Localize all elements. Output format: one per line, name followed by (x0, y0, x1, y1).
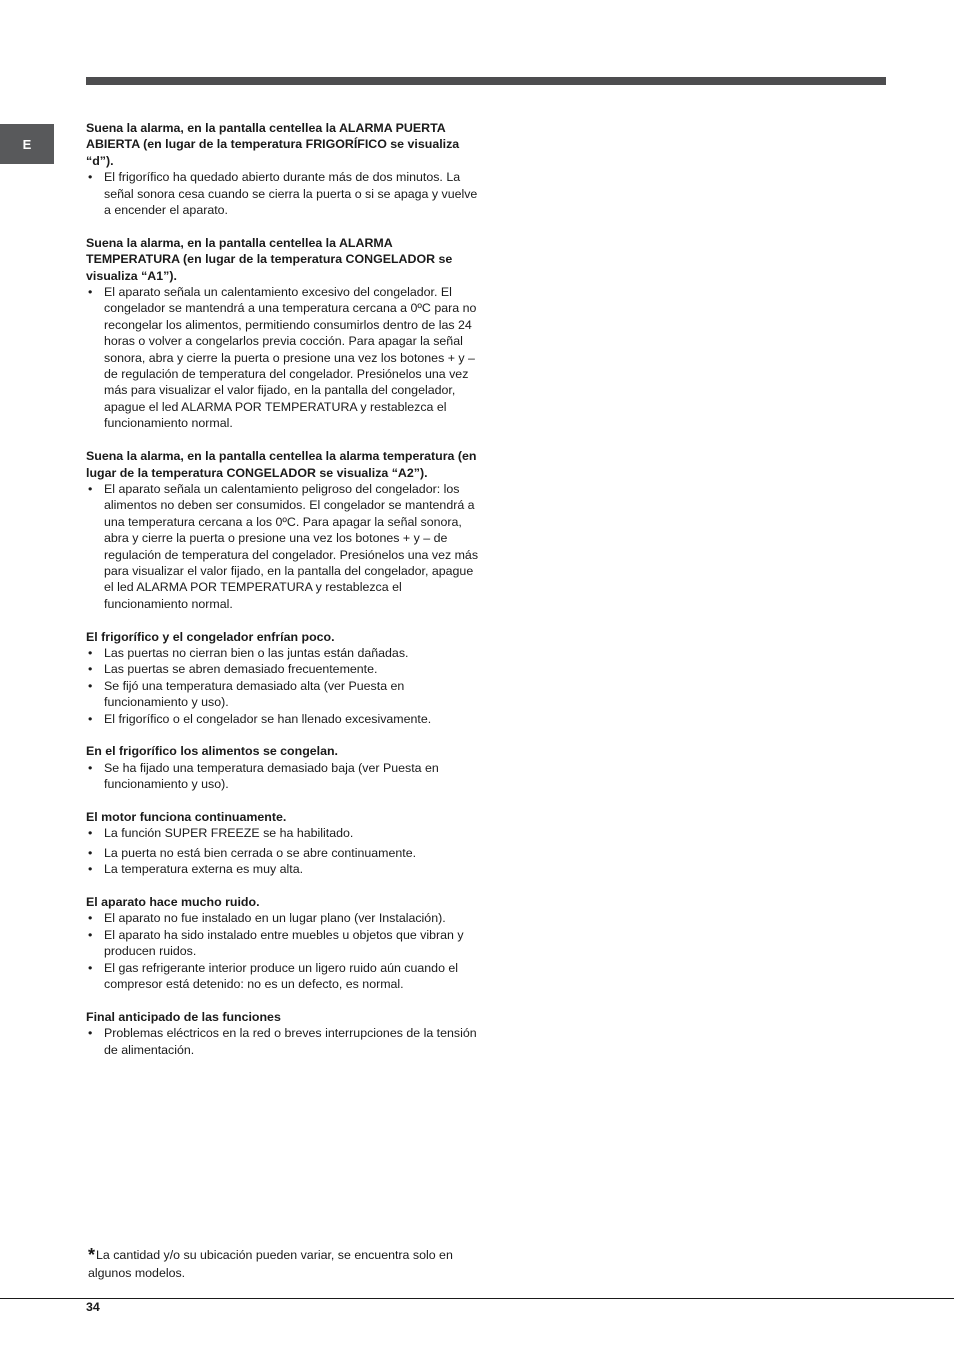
bullet-list (86, 284, 478, 432)
section-alarm-temperature-a1 (86, 235, 478, 432)
footnote-asterisk-icon: * (88, 1245, 96, 1265)
page-number: 34 (86, 1300, 100, 1314)
section-cooling-poor (86, 629, 478, 727)
list-item: • El frigorífico ha quedado abierto durante más de dos minutos. La señal sonora cesa cuando se cierra la puerta o si se apaga y vuelve a encender el aparato. (86, 169, 478, 218)
section-heading: El motor funciona continuamente. (86, 809, 287, 824)
language-tab: E (0, 124, 54, 164)
list-item: • Se fijó una temperatura demasiado alta (ver Puesta en funcionamiento y uso). (86, 678, 478, 711)
section-noise (86, 894, 478, 992)
section-alarm-door-open (86, 120, 478, 218)
section-heading: Final anticipado de las funciones (86, 1009, 281, 1024)
section-alarm-temperature-a2 (86, 448, 478, 612)
bottom-rule (0, 1298, 954, 1299)
footnote (88, 1246, 488, 1282)
top-rule (86, 77, 886, 85)
section-food-freezes (86, 743, 478, 792)
list-item: • Se ha fijado una temperatura demasiado baja (ver Puesta en funcionamiento y uso). (86, 760, 478, 793)
list-item: • La función SUPER FREEZE se ha habilitado. (86, 825, 478, 841)
list-item: • El aparato ha sido instalado entre muebles u objetos que vibran y producen ruidos. (86, 927, 478, 960)
list-item: • La puerta no está bien cerrada o se abre continuamente. (86, 845, 478, 861)
section-early-end (86, 1009, 478, 1058)
section-heading: El frigorífico y el congelador enfrían poco. (86, 629, 335, 644)
list-item: • El aparato señala un calentamiento peligroso del congelador: los alimentos no deben ser consumidos. El congelador se mantendrá a una temperatura cercana a los 0ºC. Para apagar la señal sonora, abra y cierre la puerta o presione una vez los botones + y – de regulación de temperatura del congelador. Presiónelos una vez más para visualizar el valor fijado, en la pantalla del congelador, apague el led ALARMA POR TEMPERATURA y restablezca el funcionamiento normal. (86, 481, 478, 612)
section-heading: En el frigorífico los alimentos se congelan. (86, 744, 338, 759)
troubleshooting-column (86, 120, 478, 1074)
bullet-list (86, 481, 478, 612)
footnote-text: La cantidad y/o su ubicación pueden variar, se encuentra solo en algunos modelos. (88, 1248, 453, 1280)
list-item: • La temperatura externa es muy alta. (86, 861, 478, 877)
section-heading: Suena la alarma, en la pantalla centellea la ALARMA TEMPERATURA (en lugar de la temperatura CONGELADOR se visualiza “A1”). (86, 235, 453, 283)
list-item: • El aparato no fue instalado en un lugar plano (ver Instalación). (86, 910, 478, 926)
section-heading: El aparato hace mucho ruido. (86, 895, 260, 909)
section-motor-continuous (86, 809, 478, 878)
section-heading: Suena la alarma, en la pantalla centellea la ALARMA PUERTA ABIERTA (en lugar de la temperatura FRIGORÍFICO se visualiza “d”). (86, 121, 460, 168)
bullet-list (86, 910, 478, 992)
list-item: • Las puertas no cierran bien o las juntas están dañadas. (86, 645, 478, 661)
list-item: • Problemas eléctricos en la red o breves interrupciones de la tensión de alimentación. (86, 1025, 478, 1058)
bullet-list (86, 825, 478, 877)
section-heading: Suena la alarma, en la pantalla centellea la alarma temperatura (en lugar de la temperatura CONGELADOR se visualiza “A2”). (86, 449, 477, 480)
bullet-list (86, 169, 478, 218)
bullet-list (86, 645, 478, 727)
list-item: • El gas refrigerante interior produce un ligero ruido aún cuando el compresor está detenido: no es un defecto, es normal. (86, 960, 478, 993)
list-item: • Las puertas se abren demasiado frecuentemente. (86, 661, 478, 677)
bullet-list (86, 1025, 478, 1058)
list-item: • El aparato señala un calentamiento excesivo del congelador. El congelador se mantendrá a una temperatura cercana a 0ºC para no recongelar los alimentos, permitiendo consumirlos dentro de las 24 horas o volver a congelarlos previa cocción. Para apagar la señal sonora, abra y cierre la puerta o presione una vez los botones + y – de regulación de temperatura del congelador. Presiónelos una vez más para visualizar el valor fijado, en la pantalla del congelador, apague el led ALARMA POR TEMPERATURA y restablezca el funcionamiento normal. (86, 284, 478, 432)
bullet-list (86, 760, 478, 793)
list-item: • El frigorífico o el congelador se han llenado excesivamente. (86, 711, 478, 727)
